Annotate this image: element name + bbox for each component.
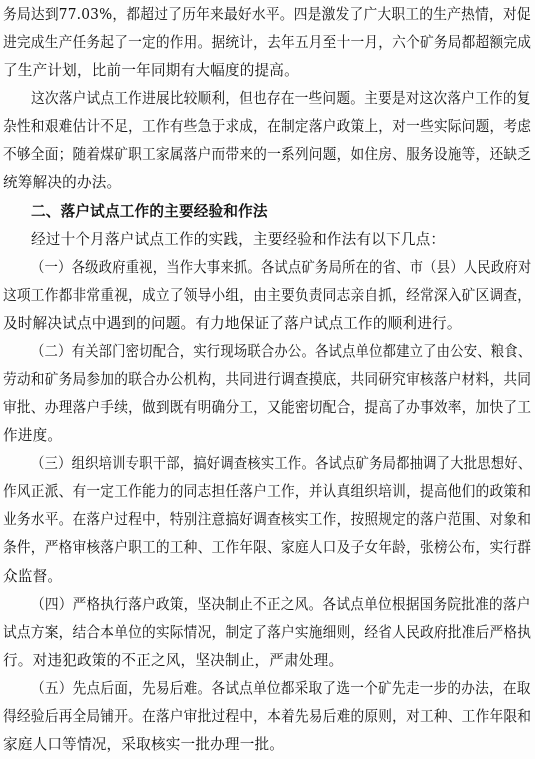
paragraph-first-line: （一）各级政府重视，当作大事来抓。各试点矿务局所在的省、市（县）人民政府对 (31, 258, 532, 276)
body-text-line: 业务水平。在落户过程中，特别注意搞好调查核实工作，按照规定的落户范围、对象和 (3, 511, 532, 529)
body-text-line: 试点方案，结合本单位的实际情况，制定了落户实施细则，经省人民政府批准后严格执 (3, 623, 532, 641)
body-text-line: 进完成生产任务起了一定的作用。据统计，去年五月至十一月，六个矿务局都超额完成 (3, 34, 532, 52)
body-text-line: 审批、办理落户手续，做到既有明确分工，又能密切配合，提高了办事效率，加快了工 (3, 399, 532, 417)
body-text-line: 不够全面；随着煤矿职工家属落户而带来的一系列问题，如住房、服务设施等，还缺乏 (3, 146, 532, 164)
body-text-line: 作进度。 (3, 427, 63, 445)
body-text-line: 杂性和艰难估计不足，工作有些急于求成，在制定落户政策上，对一些实际问题，考虑 (3, 118, 532, 136)
body-text-line: 务局达到77.03%，都超过了历年来最好水平。四是激发了广大职工的生产热情，对促 (3, 6, 531, 23)
paragraph-first-line: （三）组织培训专职干部，搞好调查核实工作。各试点矿务局都抽调了大批思想好、 (31, 455, 532, 473)
body-text-line: 了生产计划，比前一年同期有大幅度的提高。 (3, 62, 299, 80)
body-text-line: 家庭人口等情况，采取核实一批办理一批。 (3, 736, 285, 753)
body-text-line: 得经验后再全局铺开。在落户审批过程中，本着先易后难的原则，对工种、工作年限和 (3, 707, 532, 725)
body-text-line: 统筹解决的办法。 (3, 174, 122, 192)
body-text-line: 行。对违犯政策的不正之风，坚决制止，严肃处理。 (3, 651, 344, 669)
paragraph-first-line: （五）先点后面，先易后难。各试点单位都采取了选一个矿先走一步的办法，在取 (31, 679, 531, 697)
body-text-line: 这项工作都非常重视，成立了领导小组，由主要负责同志亲自抓，经常深入矿区调查， (3, 286, 532, 304)
body-text-line: 劳动和矿务局参加的联合办公机构，共同进行调查摸底，共同研究审核落户材料，共同 (3, 371, 532, 388)
section-heading: 二、落户试点工作的主要经验和作法 (31, 202, 268, 220)
body-text-line: 及时解决试点中遇到的问题。有力地保证了落户试点工作的顺利进行。 (3, 314, 462, 332)
body-text-line: 条件，严格审核落户职工的工种、工作年限、家庭人口及子女年龄，张榜公布，实行群 (3, 539, 532, 557)
paragraph-first-line: （二）有关部门密切配合，实行现场联合办公。各试点单位都建立了由公安、粮食、 (31, 342, 532, 360)
paragraph-first-line: （四）严格执行落户政策，坚决制止不正之风。各试点单位根据国务院批准的落户 (31, 595, 531, 613)
paragraph-first-line: 这次落户试点工作进展比较顺利，但也存在一些问题。主要是对这次落户工作的复 (31, 90, 531, 108)
paragraph-first-line: 经过十个月落户试点工作的实践，主要经验和作法有以下几点： (31, 230, 446, 248)
body-text-line: 众监督。 (3, 567, 63, 585)
body-text-line: 作风正派、有一定工作能力的同志担任落户工作，并认真组织培训，提高他们的政策和 (3, 483, 532, 501)
